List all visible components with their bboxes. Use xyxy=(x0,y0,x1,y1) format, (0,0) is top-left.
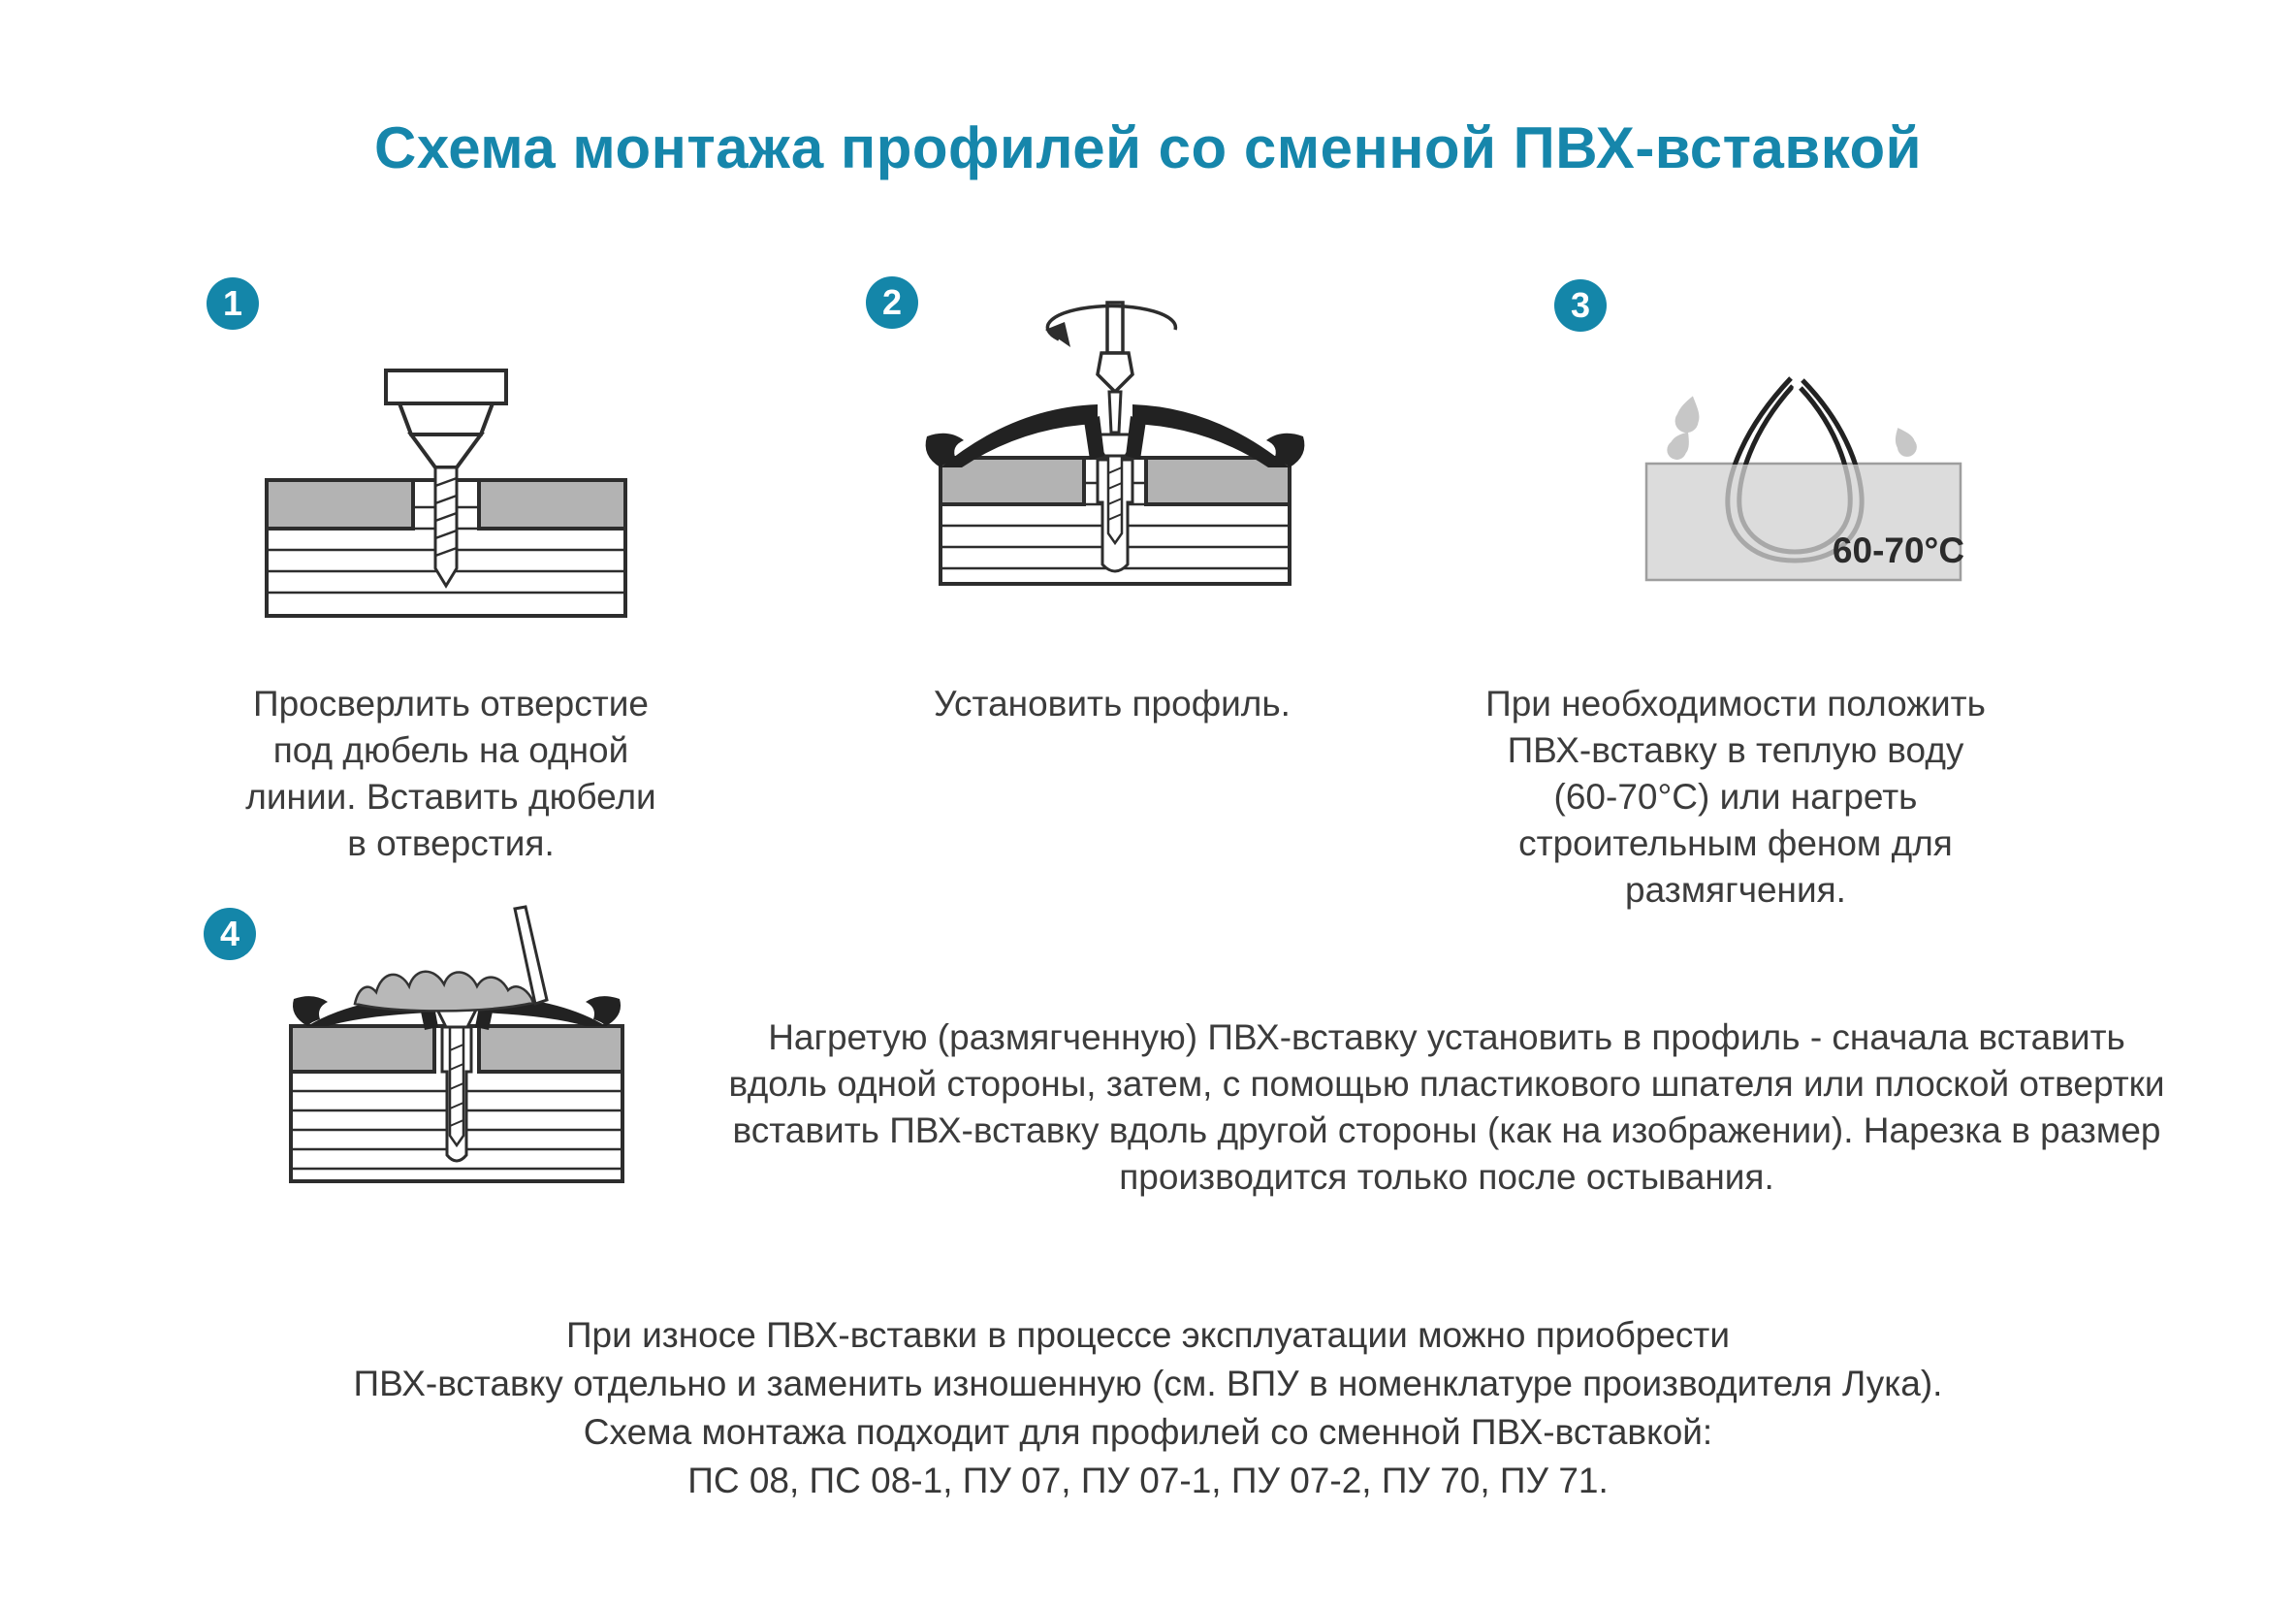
footer-line-3: Схема монтажа подходит для профилей со сменной ПВХ-вставкой: xyxy=(583,1412,1713,1452)
flooring-panel-left xyxy=(291,1026,434,1072)
step-1-badge: 1 xyxy=(207,277,259,330)
flooring-panel-right xyxy=(479,1026,622,1072)
warm-water-illustration xyxy=(1590,369,2017,601)
step-3-caption: При необходимости положить ПВХ-вставку в теплую воду (60-70°C) или нагреть строительным феном для размягчения. xyxy=(1485,684,1986,910)
page-title: Схема монтажа профилей со сменной ПВХ-вставкой xyxy=(374,115,1922,180)
step-1-caption: Просверлить отверстие под дюбель на одной линии. Вставить дюбели в отверстия. xyxy=(245,684,656,863)
step-4-caption: Нагретую (размягченную) ПВХ-вставку установить в профиль - сначала вставить вдоль одной стороны, затем, с помощью пластикового шпателя или плоской отвертки вставить ПВХ-вставку вдоль другой стороны (как на изображении). Нарезка в размер производится только после остывания. xyxy=(728,1017,2165,1197)
footer-line-2: ПВХ-вставку отдельно и заменить изношенную (см. ВПУ в номенклатуре производителя Лука). xyxy=(353,1364,1943,1403)
step-2-caption: Установить профиль. xyxy=(934,684,1291,724)
footer-note xyxy=(0,1311,2296,1505)
insert-ends-gap xyxy=(1794,374,1798,398)
step-4-badge: 4 xyxy=(204,908,256,960)
pvc-insert-strip xyxy=(355,972,533,1012)
flooring-panel-left xyxy=(267,480,413,529)
water-droplet-icons xyxy=(1664,393,1921,463)
step-2-badge: 2 xyxy=(866,276,918,329)
water-temperature-label: 60-70°C xyxy=(1832,531,1965,570)
footer-line-4: ПС 08, ПС 08-1, ПУ 07, ПУ 07-1, ПУ 07-2, ПУ 70, ПУ 71. xyxy=(687,1461,1609,1500)
drill-hole-illustration xyxy=(242,347,650,624)
footer-line-1: При износе ПВХ-вставки в процессе эксплуатации можно приобрести xyxy=(565,1315,1731,1355)
insert-installation-illustration xyxy=(271,905,679,1196)
flooring-panel-right xyxy=(479,480,625,529)
screwdriver-icon xyxy=(1098,303,1132,433)
profile-install-illustration xyxy=(911,289,1319,592)
step-3-badge: 3 xyxy=(1554,279,1607,332)
